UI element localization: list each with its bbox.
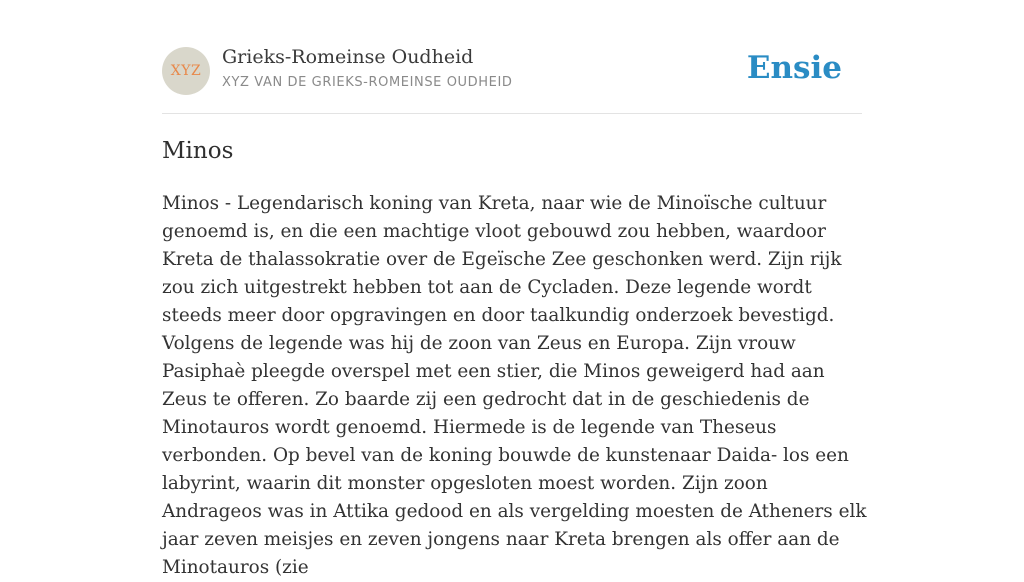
article-body: Minos - Legendarisch koning van Kreta, naar wie de Minoïsche cultuur genoemd is, en die een machtige vloot gebouwd zou hebben, waardoor Kreta de thalassokratie over de Egeïsche Zee geschonken werd. Zijn rijk zou zich uitgestrekt hebben tot aan de Cycladen. Deze legende wordt steeds meer door opgravingen en door taalkundig onderzoek bevestigd. Volgens de legende was hij de zoon van Zeus en Europa. Zijn vrouw Pasiphaè pleegde overspel met een stier, die Minos geweigerd had aan Zeus te offeren. Zo baarde zij een gedrocht dat in de geschiedenis de Minotauros wordt genoemd. Hiermede is de legende van Theseus verbonden. Op bevel van de koning bouwde de kunstenaar Daida- los een labyrint, waarin dit monster opgesloten moest worden. Zijn zoon Andrageos was in Attika gedood en als vergelding moesten de Atheners elk jaar zeven meisjes en zeven jongens naar Kreta brengen als offer aan de Minotauros (zie [162, 193, 867, 578]
article-title: Minos [162, 138, 234, 164]
header-divider [162, 113, 862, 114]
header [162, 46, 862, 96]
source-avatar[interactable] [162, 47, 210, 95]
source-title[interactable]: Grieks-Romeinse Oudheid [222, 46, 474, 68]
brand-logo[interactable]: Ensie [746, 50, 842, 86]
avatar-text: XYZ [170, 63, 202, 79]
source-subtitle[interactable]: XYZ VAN DE GRIEKS-ROMEINSE OUDHEID [222, 75, 513, 90]
